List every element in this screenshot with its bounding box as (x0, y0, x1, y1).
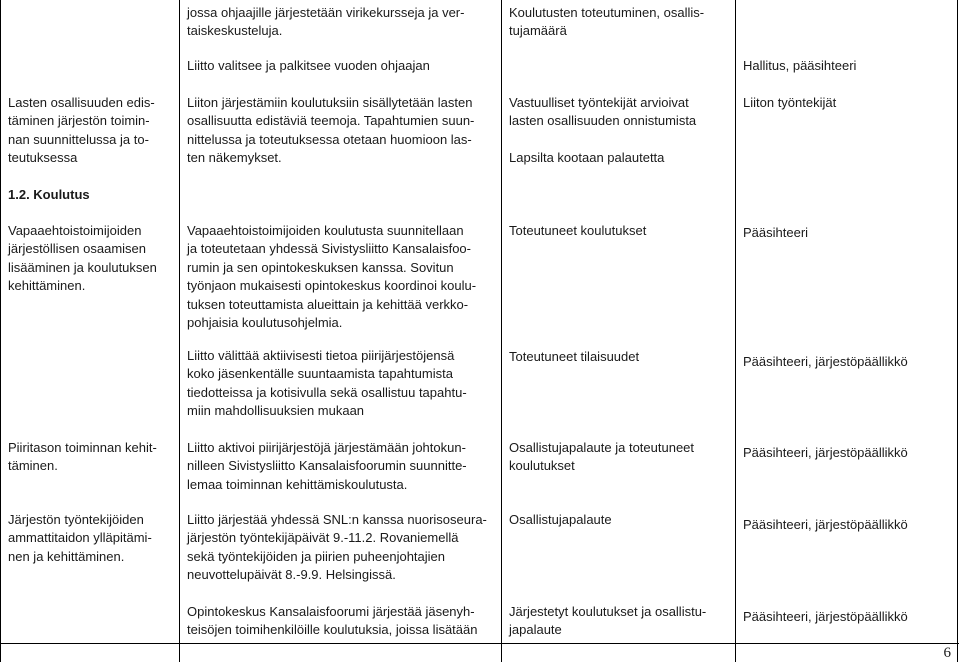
cell-measure-text: Opintokeskus Kansalaisfoorumi järjestää jäsenyh- teisöjen toimihenkilöille koulutuksia, joissa lisätään (187, 604, 478, 638)
cell-measure-text: jossa ohjaajille järjestetään virikekursseja ja ver- taiskeskusteluja. (187, 5, 465, 39)
cell-responsible-text: Pääsihteeri (743, 225, 809, 240)
table-border-left (0, 0, 1, 662)
cell-indicator-text: Järjestetyt koulutukset ja osallistu- japalaute (509, 604, 707, 638)
column-divider (735, 0, 736, 662)
cell-goal-text: Lasten osallisuuden edis- täminen järjestön toimin- nan suunnittelussa ja to- teutuksessa (8, 95, 155, 166)
cell-indicator-text: Koulutusten toteutuminen, osallis- tujamäärä (509, 5, 705, 39)
cell-goal-text: Vapaaehtoistoimijoiden järjestöllisen osaamisen lisääminen ja koulutuksen kehittäminen. (8, 223, 157, 294)
column-divider (179, 0, 180, 662)
cell-responsible-text: Pääsihteeri, järjestöpäällikkö (743, 609, 908, 624)
section-heading: 1.2. Koulutus (8, 187, 90, 202)
cell-goal-text: Piiritason toiminnan kehit- täminen. (8, 440, 157, 474)
cell-goal-text: Järjestön työntekijöiden ammattitaidon ylläpitämi- nen ja kehittäminen. (8, 512, 152, 564)
cell-measure-text: Vapaaehtoistoimijoiden koulutusta suunnitellaan ja toteutetaan yhdessä Sivistysliitto Kansalaisfoo- rumin ja sen opintokeskuksen kanssa. Sovitun työnjaon mukaisesti opintokeskus koordinoi koulu- tuksen toteuttamista alueittain ja kehittää verkko- pohjaisia koulutusohjelmia. (187, 223, 477, 331)
cell-indicator-text: Osallistujapalaute (509, 512, 612, 527)
cell-responsible-text: Pääsihteeri, järjestöpäällikkö (743, 354, 908, 369)
column-divider (501, 0, 502, 662)
cell-responsible-text: Pääsihteeri, järjestöpäällikkö (743, 517, 908, 532)
cell-measure-text: Liitto välittää aktiivisesti tietoa piirijärjestöjensä koko jäsenkentälle suuntaamista tapahtumista tiedotteissa ja kotisivulla sekä osallistuu tapahtu- miin mahdollisuuksien mukaan (187, 348, 467, 419)
cell-indicator-text: Osallistujapalaute ja toteutuneet koulutukset (509, 440, 695, 474)
cell-responsible-text: Pääsihteeri, järjestöpäällikkö (743, 445, 908, 460)
cell-indicator-text: Toteutuneet koulutukset (509, 223, 647, 238)
page-number: 6 (943, 645, 951, 661)
cell-measure-text: Liitto järjestää yhdessä SNL:n kanssa nuorisoseura- järjestön työntekijäpäivät 9.-11.2. Rovaniemellä sekä työntekijöiden ja piirien puheenjohtajien neuvottelupäivät 8.-9.9. Helsingissä. (187, 512, 487, 583)
cell-responsible-text: Liiton työntekijät (743, 95, 837, 110)
cell-indicator-text: Toteutuneet tilaisuudet (509, 349, 640, 364)
table-border-right (957, 0, 958, 662)
cell-indicator-text: Vastuulliset työntekijät arvioivat lasten osallisuuden onnistumista Lapsilta kootaan palautetta (509, 95, 697, 166)
cell-measure-text: Liitto valitsee ja palkitsee vuoden ohjaajan (187, 58, 430, 73)
cell-responsible-text: Hallitus, pääsihteeri (743, 58, 857, 73)
cell-measure-text: Liiton järjestämiin koulutuksiin sisällytetään lasten osallisuutta edistäviä teemoja. Tapahtumien suun- nittelussa ja toteutuksessa otetaan huomioon las- ten näkemykset. (187, 95, 475, 166)
cell-measure-text: Liitto aktivoi piirijärjestöjä järjestämään johtokun- nilleen Sivistysliitto Kansalaisfoorumin suunnitte- lemaa toiminnan kehittämiskoulutusta. (187, 440, 467, 492)
table-border-bottom (0, 643, 959, 644)
